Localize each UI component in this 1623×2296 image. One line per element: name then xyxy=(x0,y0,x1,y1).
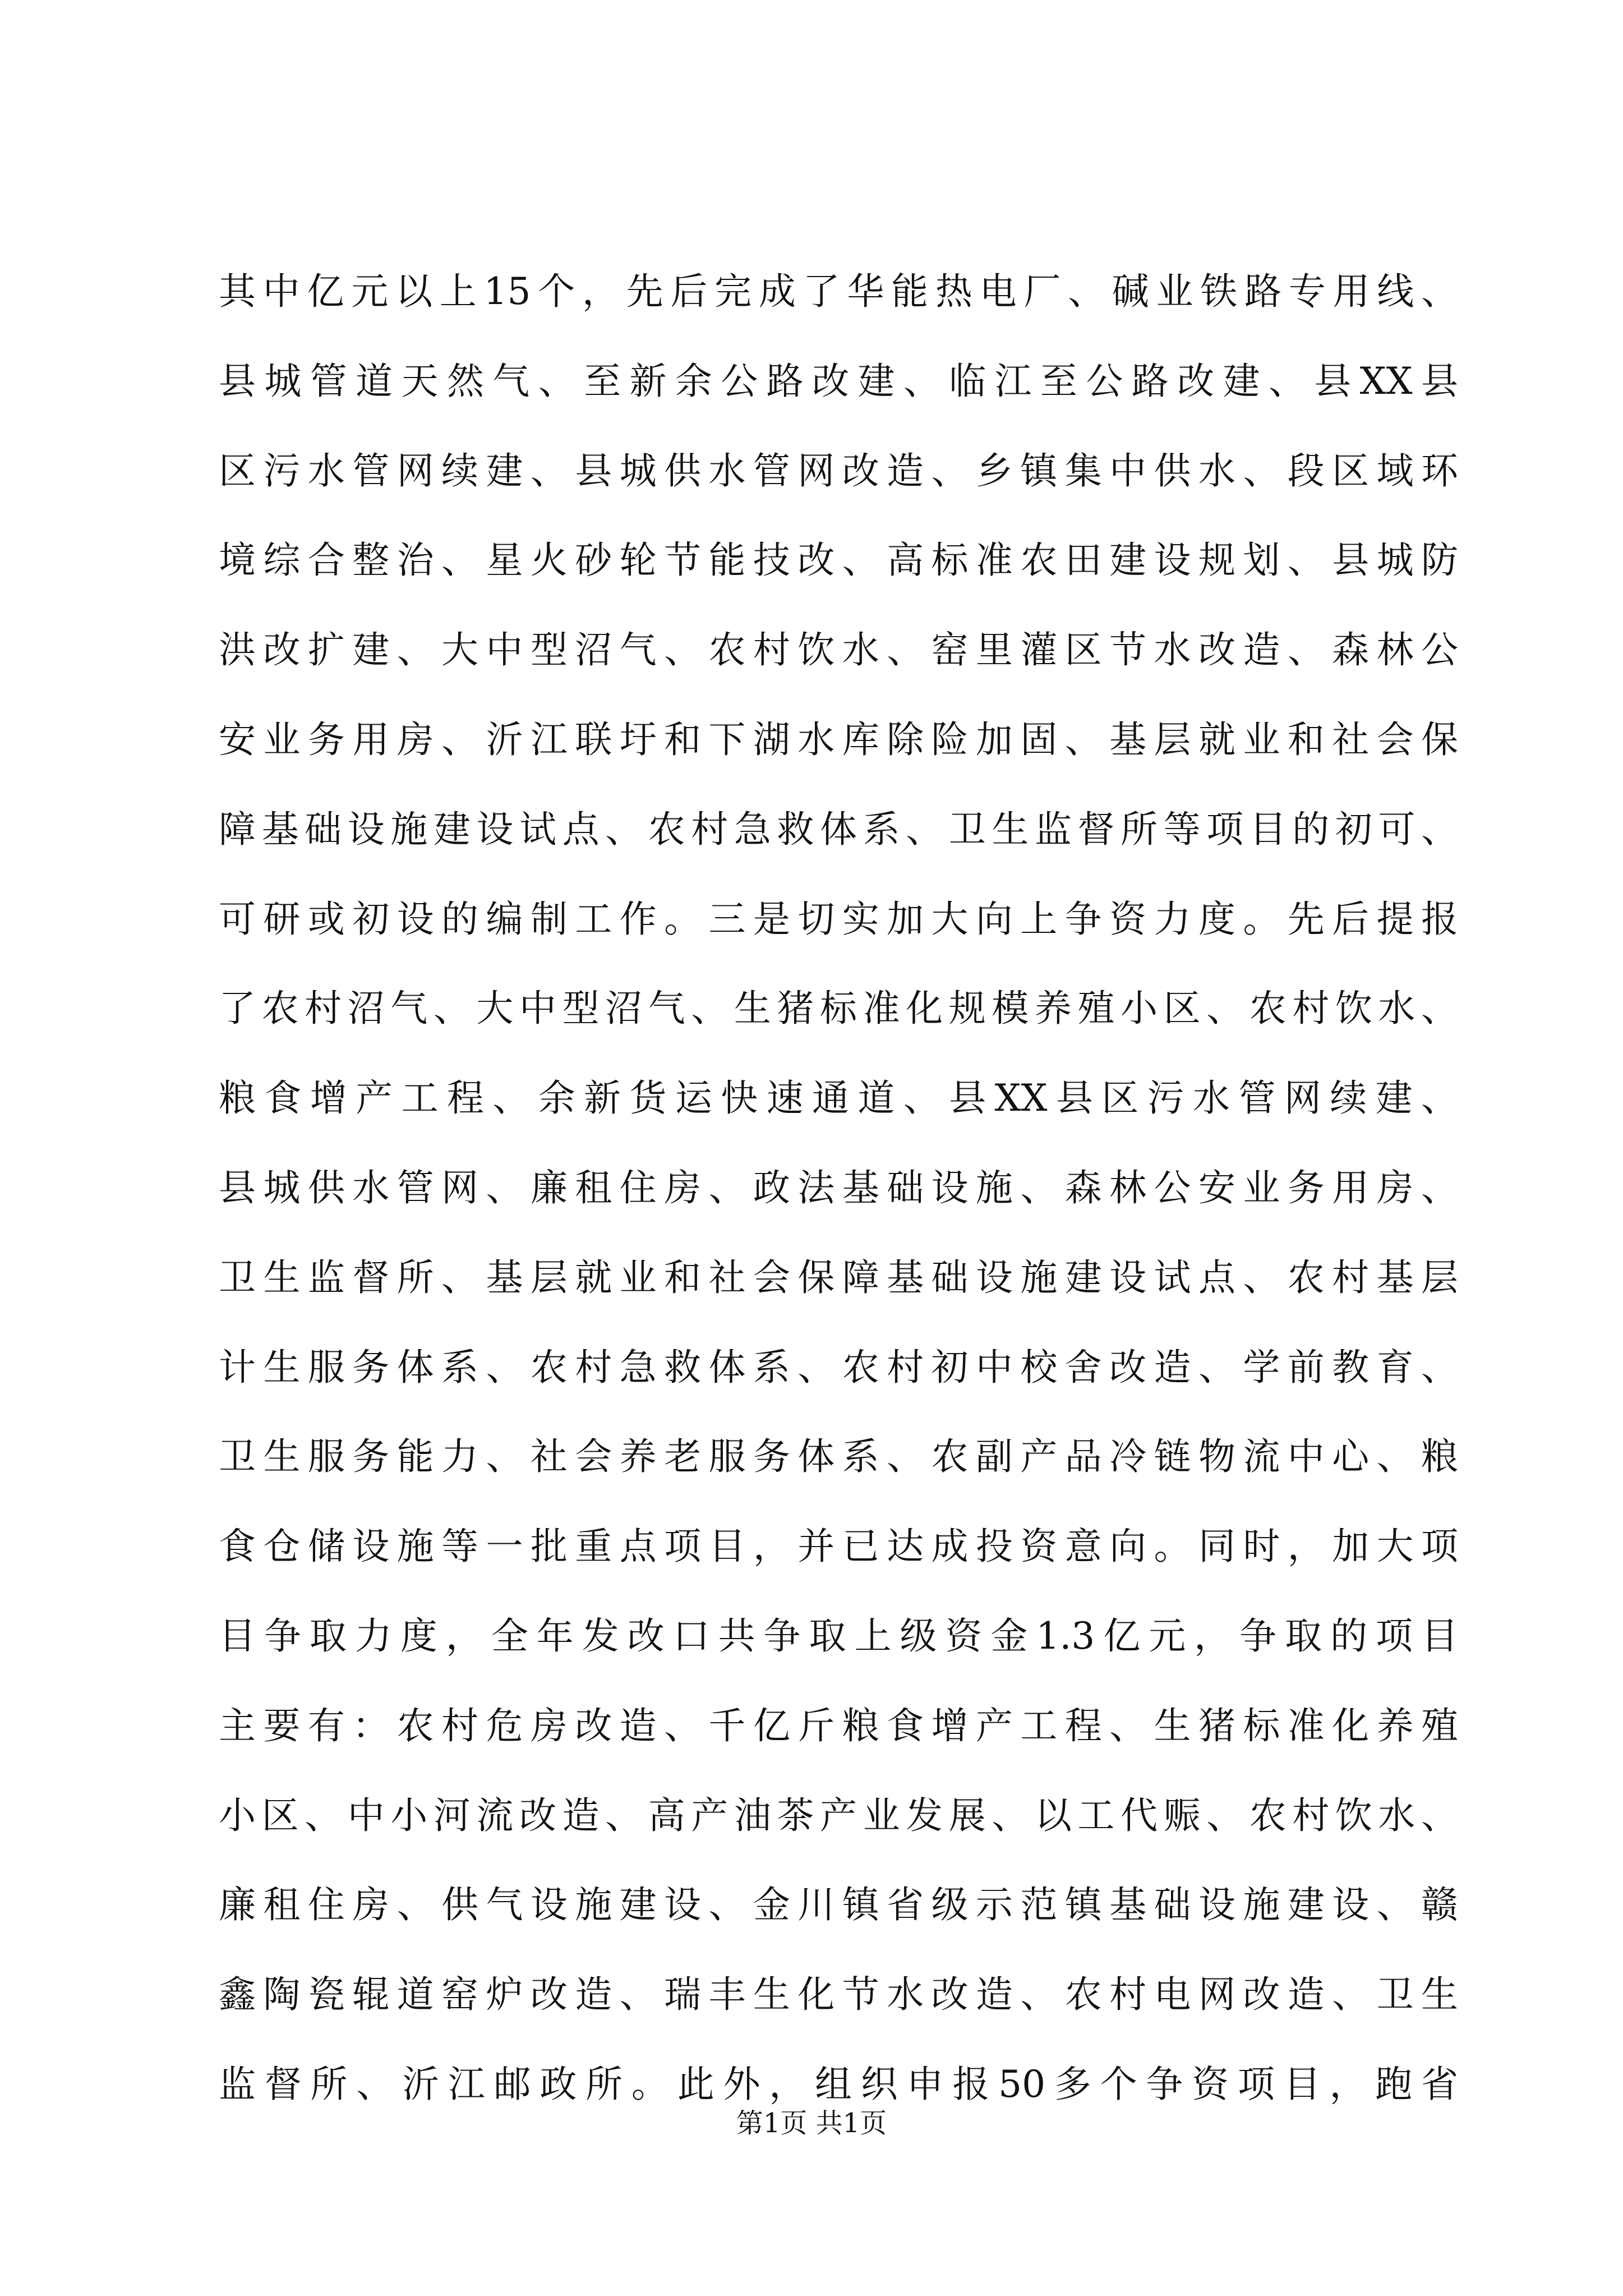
text-line: 鑫陶瓷辊道窑炉改造、瑞丰生化节水改造、农村电网改造、卫生 xyxy=(219,1973,1458,2017)
text-line: 洪改扩建、大中型沼气、农村饮水、窑里灌区节水改造、森林公 xyxy=(219,628,1458,672)
body-text xyxy=(219,247,1458,2129)
text-line: 粮食增产工程、余新货运快速通道、县XX县区污水管网续建、 xyxy=(219,1076,1458,1120)
text-line: 小区、中小河流改造、高产油茶产业发展、以工代赈、农村饮水、 xyxy=(219,1793,1458,1837)
text-line: 县城管道天然气、至新余公路改建、临江至公路改建、县XX县 xyxy=(219,359,1458,403)
text-line: 了农村沼气、大中型沼气、生猪标准化规模养殖小区、农村饮水、 xyxy=(219,987,1458,1030)
text-line: 主要有：农村危房改造、千亿斤粮食增产工程、生猪标准化养殖 xyxy=(219,1704,1458,1747)
text-line: 其中亿元以上15个，先后完成了华能热电厂、碱业铁路专用线、 xyxy=(219,270,1458,313)
text-line: 卫生监督所、基层就业和社会保障基础设施建设试点、农村基层 xyxy=(219,1255,1458,1299)
text-line: 卫生服务能力、社会养老服务体系、农副产品冷链物流中心、粮 xyxy=(219,1435,1458,1479)
text-line: 障基础设施建设试点、农村急救体系、卫生监督所等项目的初可、 xyxy=(219,807,1458,851)
text-line: 计生服务体系、农村急救体系、农村初中校舍改造、学前教育、 xyxy=(219,1345,1458,1389)
text-line: 监督所、沂江邮政所。此外，组织申报50多个争资项目，跑省 xyxy=(219,2062,1458,2106)
text-line: 目争取力度，全年发改口共争取上级资金1.3亿元，争取的项目 xyxy=(219,1614,1458,1658)
page-footer: 第1页 共1页 xyxy=(736,2108,887,2139)
text-line: 境综合整治、星火砂轮节能技改、高标准农田建设规划、县城防 xyxy=(219,539,1458,582)
text-line: 县城供水管网、廉租住房、政法基础设施、森林公安业务用房、 xyxy=(219,1166,1458,1209)
text-line: 安业务用房、沂江联圩和下湖水库除险加固、基层就业和社会保 xyxy=(219,717,1458,761)
text-line: 可研或初设的编制工作。三是切实加大向上争资力度。先后提报 xyxy=(219,897,1458,941)
text-line: 区污水管网续建、县城供水管网改造、乡镇集中供水、段区域环 xyxy=(219,449,1458,493)
text-line: 食仓储设施等一批重点项目，并已达成投资意向。同时，加大项 xyxy=(219,1525,1458,1568)
text-line: 廉租住房、供气设施建设、金川镇省级示范镇基础设施建设、赣 xyxy=(219,1883,1458,1927)
